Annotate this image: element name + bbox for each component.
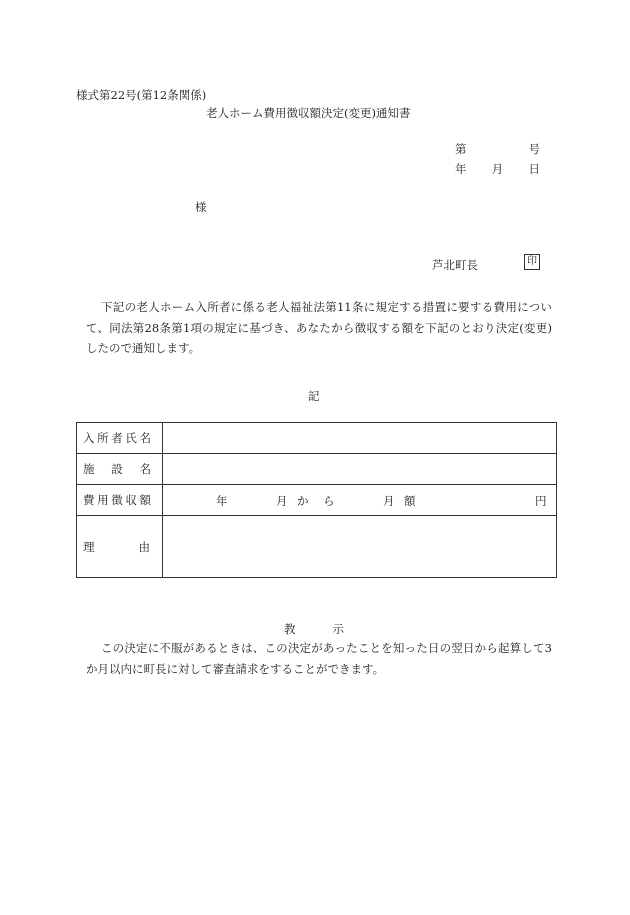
form-id: 様式第22号(第12条関係) bbox=[76, 88, 207, 102]
table-row bbox=[77, 516, 557, 578]
date-month: 月 bbox=[491, 162, 504, 176]
fee-month: 月 bbox=[276, 494, 288, 508]
table-row bbox=[77, 485, 557, 516]
seal-stamp: 印 bbox=[524, 254, 540, 270]
fee-table bbox=[76, 422, 557, 578]
fee-yen: 円 bbox=[535, 494, 547, 508]
document-date bbox=[455, 161, 540, 177]
fee-kara-2: ら bbox=[323, 494, 335, 508]
facility-name-field[interactable] bbox=[163, 454, 557, 485]
notice-heading: 教 示 bbox=[284, 622, 344, 636]
body-paragraph: 下記の老人ホーム入所者に係る老人福祉法第11条に規定する措置に要する費用について、同法第28条第1項の規定に基づき、あなたから徴収する額を下記のとおり決定(変更)したので通知します。 bbox=[86, 300, 552, 355]
ki-heading: 記 bbox=[308, 389, 320, 403]
doc-number-prefix: 第 bbox=[455, 142, 467, 156]
reason-field[interactable] bbox=[163, 516, 557, 578]
addressee-suffix: 様 bbox=[195, 200, 207, 214]
table-row bbox=[77, 423, 557, 454]
date-day: 日 bbox=[528, 162, 540, 176]
fee-amount-field[interactable] bbox=[163, 485, 557, 516]
doc-number-suffix: 号 bbox=[528, 142, 540, 156]
resident-name-field[interactable] bbox=[163, 423, 557, 454]
fee-month-2: 月 bbox=[383, 494, 395, 508]
fee-gaku: 額 bbox=[404, 494, 416, 508]
fee-year: 年 bbox=[216, 494, 228, 508]
notice-paragraph: この決定に不服があるときは、この決定があったことを知った日の翌日から起算して3か月以内に町長に対して審査請求をすることができます。 bbox=[86, 641, 552, 676]
table-row bbox=[77, 454, 557, 485]
document-title: 老人ホーム費用徴収額決定(変更)通知書 bbox=[206, 106, 411, 120]
fee-amount-label: 費 用 徴 収 額 bbox=[77, 485, 163, 516]
facility-name-label: 施 設 名 bbox=[77, 454, 163, 485]
reason-label: 理 由 bbox=[77, 516, 163, 578]
document-number bbox=[455, 141, 540, 157]
resident-name-label: 入 所 者 氏 名 bbox=[77, 423, 163, 454]
date-year: 年 bbox=[455, 162, 467, 176]
fee-kara-1: か bbox=[297, 494, 309, 508]
issuer-name: 芦北町長 bbox=[432, 258, 478, 272]
